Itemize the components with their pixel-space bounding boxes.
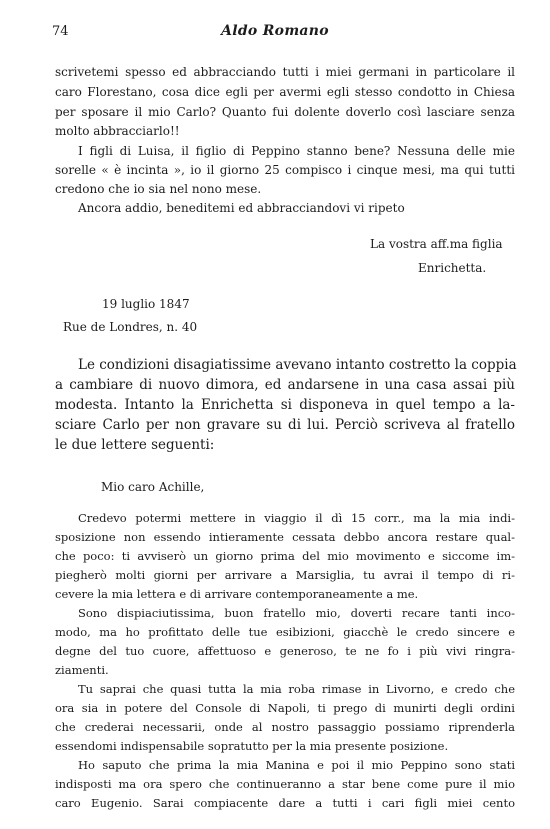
letter-address: Rue de Londres, n. 40 bbox=[63, 320, 198, 334]
running-title: Aldo Romano bbox=[221, 23, 329, 39]
letter2-line: cevere la mia lettera e di arrivare contemporaneamente a me. bbox=[55, 587, 419, 601]
narrative-line: modesta. Intanto la Enrichetta si disponeva in quel tempo a la- bbox=[55, 397, 515, 413]
letter1-line: caro Florestano, cosa dice egli per avermi egli stesso condotto in Chiesa bbox=[55, 85, 515, 99]
letter2-line: degne del tuo cuore, affettuoso e generoso, te ne fo i più vivi ringra- bbox=[55, 644, 515, 658]
letter2-line: sposizione non essendo intieramente cessata debbo ancora restare qual- bbox=[55, 530, 515, 544]
letter2-line: ziamenti. bbox=[55, 663, 109, 677]
letter1-line: I figli di Luisa, il figlio di Peppino stanno bene? Nessuna delle mie bbox=[78, 144, 515, 158]
letter2-line: piegherò molti giorni per arrivare a Marsiglia, tu avrai il tempo di ri- bbox=[55, 568, 515, 582]
letter1-line: credono che io sia nel nono mese. bbox=[55, 182, 262, 196]
letter2-line: Credevo potermi mettere in viaggio il dì 15 corr., ma la mia indi- bbox=[78, 511, 515, 525]
narrative-line: sciare Carlo per non gravare su di lui. Perciò scriveva al fratello bbox=[55, 417, 515, 433]
letter2-line: ora sia in potere del Console di Napoli, ti prego di munirti degli ordini bbox=[55, 701, 515, 715]
letter1-line: per sposare il mio Carlo? Quanto fui dolente doverlo così lasciare senza bbox=[55, 105, 515, 119]
narrative-line: Le condizioni disagiatissime avevano intanto costretto la coppia bbox=[78, 357, 517, 373]
letter2-line: che crederai necessarii, onde al nostro passaggio possiamo riprenderla bbox=[55, 720, 515, 734]
letter-date: 19 luglio 1847 bbox=[102, 297, 190, 311]
letter2-line: indisposti ma ora spero che continueranno a star bene come pure il mio bbox=[55, 777, 515, 791]
letter2-line: Sono dispiaciutissima, buon fratello mio, doverti recare tanti inco- bbox=[78, 606, 515, 620]
letter1-line: scrivetemi spesso ed abbracciando tutti i miei germani in particolare il bbox=[55, 65, 515, 79]
letter1-signature: Enrichetta. bbox=[418, 261, 487, 275]
narrative-line: a cambiare di nuovo dimora, ed andarsene in una casa assai più bbox=[55, 377, 515, 393]
letter1-line: Ancora addio, beneditemi ed abbracciandovi vi ripeto bbox=[78, 201, 405, 215]
letter2-line: Tu saprai che quasi tutta la mia roba rimase in Livorno, e credo che bbox=[78, 682, 515, 696]
page-header bbox=[0, 24, 550, 44]
narrative-line: le due lettere seguenti: bbox=[55, 437, 215, 453]
letter1-line: molto abbracciarlo!! bbox=[55, 124, 180, 138]
letter2-salutation: Mio caro Achille, bbox=[101, 480, 205, 494]
letter2-line: caro Eugenio. Sarai compiacente dare a tutti i cari figli miei cento bbox=[55, 796, 515, 810]
letter2-line: essendomi indispensabile sopratutto per la mia presente posizione. bbox=[55, 739, 449, 753]
letter2-line: modo, ma ho profittato delle tue esibizioni, giacchè le credo sincere e bbox=[55, 625, 515, 639]
letter1-line: sorelle « è incinta », io il giorno 25 compisco i cinque mesi, ma qui tutti bbox=[55, 163, 515, 177]
letter1-closing: La vostra aff.ma figlia bbox=[370, 237, 503, 251]
letter2-line: Ho saputo che prima la mia Manina e poi il mio Peppino sono stati bbox=[78, 758, 515, 772]
page-number: 74 bbox=[52, 24, 69, 39]
letter2-line: che poco: ti avviserò un giorno prima del mio movimento e siccome im- bbox=[55, 549, 515, 563]
